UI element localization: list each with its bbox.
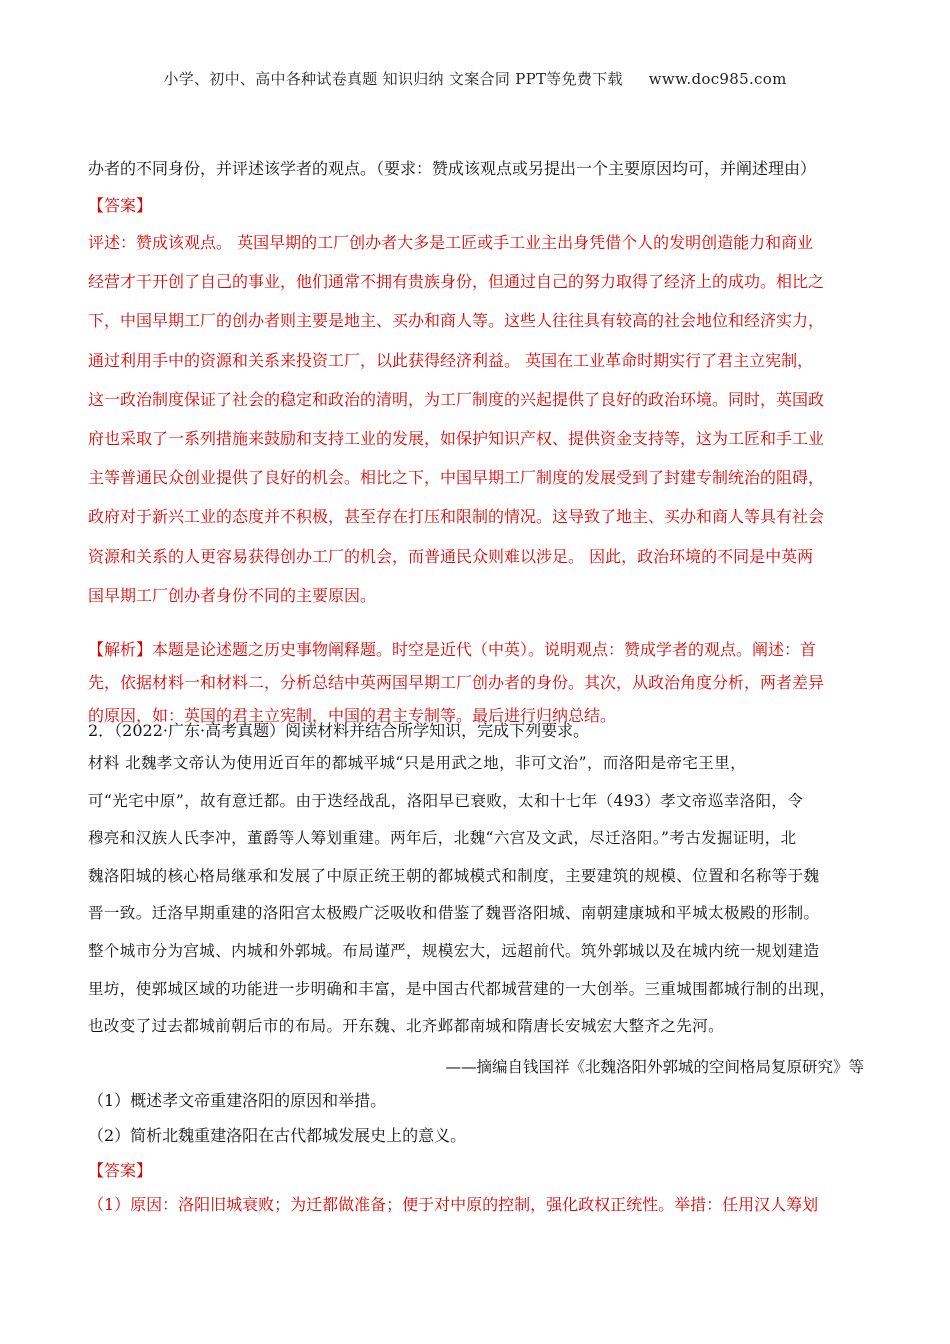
material-line: 穆亮和汉族人氏李冲，董爵等人筹划重建。两年后，北魏“六宫及文武，尽迁洛阳。”考古发掘证明，北 [88, 829, 797, 848]
material-line: 可“光宅中原”，故有意迁都。由于迭经战乱，洛阳早已衰败，太和十七年（493）孝文帝巡幸洛阳，令 [88, 791, 804, 810]
q2-sub2: （2）简析北魏重建洛阳在古代都城发展史上的意义。 [88, 1126, 467, 1145]
q1-prompt-tail: 办者的不同身份，并评述该学者的观点。（要求：赞成该观点或另提出一个主要原因均可，并阐述理由） [88, 159, 817, 178]
q2-answer-line: （1）原因：洛阳旧城衰败；为迁都做准备；便于对中原的控制，强化政权正统性。举措：任用汉人筹划 [88, 1195, 819, 1214]
answer-line: 府也采取了一系列措施来鼓励和支持工业的发展，如保护知识产权、提供资金支持等，这为工匠和手工业 [88, 429, 825, 448]
material-line: 整个城市分为宫城、内城和外郭城。布局谨严，规模宏大，远超前代。筑外郭城以及在城内统一规划建造 [88, 942, 820, 960]
material-line: 晋一致。迁洛早期重建的洛阳宫太极殿广泛吸收和借鉴了魏晋洛阳城、南朝建康城和平城太极殿的形制。 [88, 904, 820, 923]
answer-line: 评述：赞成该观点。 英国早期的工厂创办者大多是工匠或手工业主出身凭借个人的发明创造能力和商业 [88, 233, 814, 252]
answer-line: 下，中国早期工厂的创办者则主要是地主、买办和商人等。这些人往往具有较高的社会地位和经济实力， [88, 311, 825, 331]
q1-answer-tag: 【答案】 [88, 196, 153, 215]
answer-line: 经营才干开创了自己的事业，他们通常不拥有贵族身份，但通过自己的努力取得了经济上的成功。相比之 [88, 272, 825, 292]
q2-sub1: （1）概述孝文帝重建洛阳的原因和举措。 [88, 1091, 387, 1110]
analysis-line: 的原因，如：英国的君主立宪制，中国的君主专制等。最后进行归纳总结。 [88, 706, 617, 725]
answer-line: 资源和关系的人更容易获得创办工厂的机会，而普通民众则难以涉足。 因此，政治环境的不同是中英两 [88, 546, 814, 566]
header-text: 小学、初中、高中各种试卷真题 知识归纳 文案合同 PPT等免费下载 [163, 70, 623, 88]
header-site: www.doc985.com [648, 70, 787, 88]
answer-line: 这一政治制度保证了社会的稳定和政治的清明，为工厂制度的兴起提供了良好的政治环境。同时，英国政 [88, 389, 825, 409]
material-line: 材料 北魏孝文帝认为使用近百年的都城平城“只是用武之地，非可文治”，而洛阳是帝宅王里， [88, 754, 746, 772]
page-header [0, 68, 950, 89]
analysis-line: 【解析】本题是论述题之历史事物阐释题。时空是近代（中英）。说明观点：赞成学者的观点。阐述：首 [88, 640, 817, 659]
answer-line: 通过利用手中的资源和关系来投资工厂，以此获得经济利益。 英国在工业革命时期实行了君主立宪制， [88, 350, 814, 370]
material-line: 魏洛阳城的核心格局继承和发展了中原正统王朝的都城模式和制度，主要建筑的规模、位置和名称等于魏 [88, 866, 820, 885]
analysis-line: 先，依据材料一和材料二，分析总结中英两国早期工厂创办者的身份。其次，从政治角度分析，两者差异 [88, 673, 825, 692]
q2-answer-tag: 【答案】 [88, 1161, 153, 1180]
answer-line: 主等普通民众创业提供了良好的机会。相比之下，中国早期工厂制度的发展受到了封建专制统治的阻碍， [88, 468, 825, 488]
answer-line: 政府对于新兴工业的态度并不积极，甚至存在打压和限制的情况。这导致了地主、买办和商人等具有社会 [88, 507, 825, 527]
material-line: 也改变了过去都城前朝后市的布局。开东魏、北齐邺都南城和隋唐长安城宏大整齐之先河。 [88, 1017, 725, 1036]
q2-source: ——摘编自钱国祥《北魏洛阳外郭城的空间格局复原研究》等 [445, 1058, 864, 1076]
answer-line: 国早期工厂创办者身份不同的主要原因。 [88, 585, 377, 605]
q2-title: 2．（2022·广东·高考真题）阅读材料并结合所学知识，完成下列要求。 [88, 721, 590, 740]
material-line: 里坊，使郭城区域的功能进一步明确和丰富，是中国古代都城营建的一大创举。三重城围都城行制的出现， [88, 979, 836, 998]
